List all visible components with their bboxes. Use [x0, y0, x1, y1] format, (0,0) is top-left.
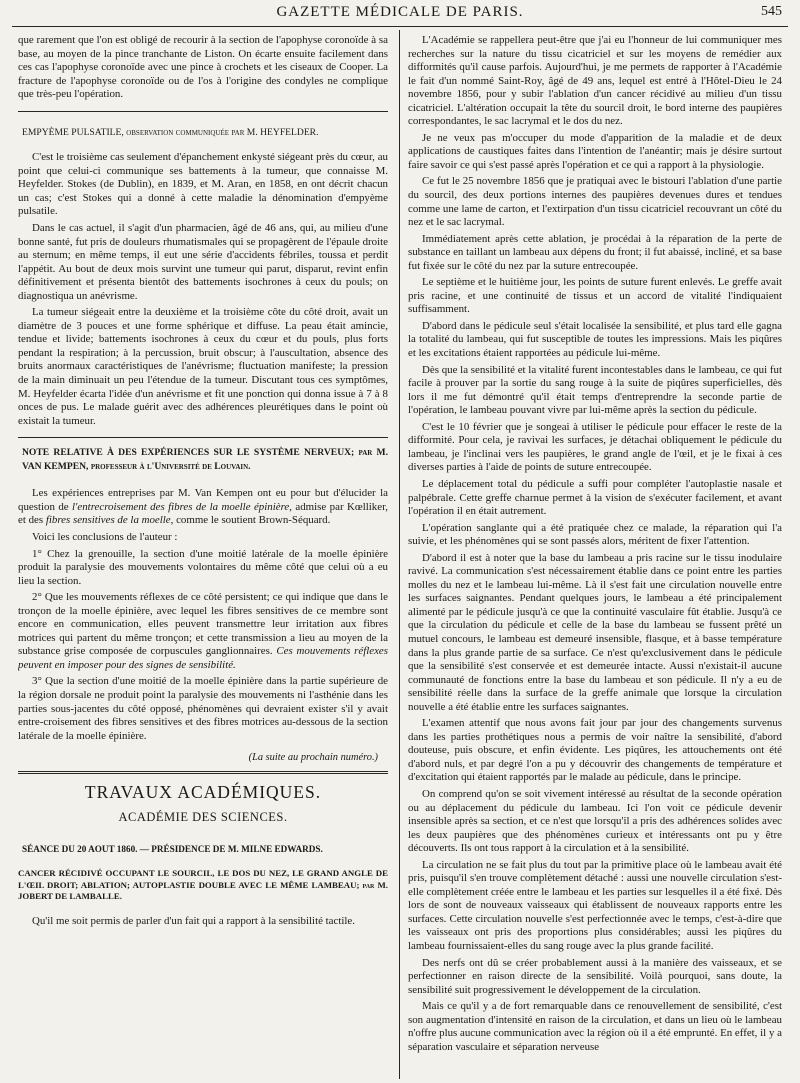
section-title-empyeme: EMPYÈME PULSATILE, observation communiquée par M. HEYFELDER.: [22, 126, 319, 138]
paragraph: Dès que la sensibilité et la vitalité furent incontestables dans le lambeau, ce qui fut facile à prouver par la sortie du sang rouge à la suite de piqûres superficielles, dès lors il me fut démontré qu'il était temps d'entreprendre la seconde partie de l'opération, le lambeau pouvant vivre par lui-même après la section du pédicule.: [408, 363, 782, 417]
paragraph: Dans le cas actuel, il s'agit d'un pharmacien, âgé de 46 ans, qui, au milieu d'une bonne santé, fut pris de douleurs rhumatismales qui se propagèrent de l'épaule droite au sternum; en même temps, il eut une série d'accidents fébriles, toussa et perdit l'appétit. Au bout de deux mois survint une tumeur qui parut, disparut, revint enfin définitivement et présenta bientôt des battements isochrones à ceux du pouls; on diagnostiqua un anévrisme.: [18, 222, 388, 302]
seance-heading: SÉANCE DU 20 AOUT 1860. — PRÉSIDENCE DE M. MILNE EDWARDS.: [22, 843, 323, 854]
paragraph: D'abord dans le pédicule seul s'était localisée la sensibilité, et plus tard elle gagna la totalité du lambeau, qui fut susceptible de toutes les impressions. Mais les piqûres et les excitations étaient rapportées au pédicule lui-même.: [408, 319, 782, 360]
section-rule: [18, 111, 388, 112]
right-column: [408, 34, 782, 1057]
paragraph: D'abord il est à noter que la base du lambeau a pris racine sur le tissu inodulaire ravivé. La communication s'est nécessairement établie dans ce point entre les parties molles du nez et le lambeau lui-même. Là il s'est fait une circulation nouvelle entre les surfaces saignantes. Pendant quelques jours, le lambeau a été principalement alimenté par le pédicule jusqu'à ce que la continuité vasculaire fût établie. Jusqu'à ce que la circulation du pédicule et celle de la base du lambeau se fussent prêté un mutuel concours, le lambeau est demeuré insensible, flasque, et à basse température dans la plus grande partie de sa surface. Ce n'est qu'exclusivement dans le pédicule que la sensibilité s'est conservée et est demeurée intacte. Aussi n'existait-il aucune communauté de fonctions entre la base du lambeau et son pédicule. Il n'y a eu de sensibilité réelle dans la surface de la greffe animale que lorsque la circulation nouvelle a été établie entre les surfaces saignantes.: [408, 551, 782, 713]
column-divider: [399, 30, 400, 1079]
paragraph: L'opération sanglante qui a été pratiquée chez ce malade, la réparation qui l'a suivie, et les phénomènes qui se sont passés alors, méritent de fixer l'attention.: [408, 521, 782, 548]
paragraph: Je ne veux pas m'occuper du mode d'apparition de la maladie et de deux applications de caustiques faites dans l'intention de l'anéantir; mais je désire surtout faire savoir ce qui s'est passé après l'opération et ce qui a rapport à la physiologie.: [408, 131, 782, 171]
paragraph: L'Académie se rappellera peut-être que j'ai eu l'honneur de lui communiquer mes recherches sur la nature du tissu cicatriciel et sur les moyens de remédier aux difformités qu'il cause parfois. Aujourd'hui, je me permets de rapporter à l'Académie le fait d'un nommé Saint-Roy, âgé de 49 ans, lequel est entré à l'Hôtel-Dieu le 24 novembre 1856, pour y subir l'ablation d'un cancer récidivé au milieu d'un tissu cicatriciel. L'altération occupait la tête du sourcil droit, le bord interne des paupières correspondantes, le sac lacrymal et le dos du nez.: [408, 34, 782, 128]
paragraph: La tumeur siégeait entre la deuxième et la troisième côte du côté droit, avait un diamètre de 3 pouces et une forme sphérique et diffuse. La peau était amincie, tendue et livide; battements isochrones à ceux du cœur et du pouls, plus forts pendant la respiration; à la percussion, bruit obscur; à l'auscultation, absence des bruits anormaux caractéristiques de l'anévrisme; fluctuation manifeste; la pression de la main diminuait un peu l'étendue de la tumeur. Discutant tous ces symptômes, M. Heyfelder écarta l'idée d'un anévrisme et fit une ponction qui donna issue à 7 à 8 onces de pus. Le malade guérit avec des adhérences pleurétiques dans le point où existait la tumeur.: [18, 306, 388, 427]
paragraph: 2° Que les mouvements réflexes de ce côté persistent; ce qui indique que dans le tronçon de la moelle épinière, avec lequel les fibres sensitives de ce membre sont encore en communication, elles peuvent transmettre leur irritation aux fibres motrices qui partent du même tronçon; et cette transmission a lieu au moyen de la substance grise composée de corpuscules ganglionnaires. Ces mouvements réflexes peuvent en imposer pour des signes de sensibilité.: [18, 591, 388, 671]
paragraph: Immédiatement après cette ablation, je procédai à la réparation de la perte de substance en taillant un lambeau aux dépens du front; il fut abaissé, incliné, et sa base fut fixée sur le côté du nez par la suture entrecoupée.: [408, 232, 782, 272]
running-head: [0, 4, 800, 26]
page-number: 545: [761, 4, 782, 19]
paragraph: Les expériences entreprises par M. Van Kempen ont eu pour but d'élucider la question de l'entrecroisement des fibres de la moelle épinière, admise par Kœlliker, et des fibres sensitives de la moelle, comme le soutient Brown-Séquard.: [18, 487, 388, 527]
paragraph: que rarement que l'on est obligé de recourir à la section de l'apophyse coronoïde à sa base, au moyen de la pince tranchante de Liston. On écarte ensuite facilement dans ces cas l'apophyse coronoïde avec une pince à crochets et les ciseaux de Cooper. La fracture de l'apophyse coronoïde ou de l'os à l'origine des condyles ne complique que très-peu l'opération.: [18, 34, 388, 101]
paragraph: 1° Chez la grenouille, la section d'une moitié latérale de la moelle épinière produit la paralysie des mouvements volontaires du même côté que celui où a eu lieu la section.: [18, 547, 388, 587]
paragraph: Mais ce qu'il y a de fort remarquable dans ce renouvellement de sensibilité, c'est son augmentation d'intensité en raison de la circulation, et dans un lieu où le lambeau n'offre plus aucune communication avec la région où il a été emprunté. En effet, il y a séparation vasculaire et séparation nerveuse: [408, 1000, 782, 1053]
paragraph: L'examen attentif que nous avons fait jour par jour des changements survenus dans les parties prothétiques nous a permis de voir naître la sensibilité, d'abord douteuse, puis obscure, et enfin évidente. Les piqûres, les attouchements ont été d'abord nuls, et par degré l'on a pu y découvrir des changements de température et d'excitation qui étaient rapportés par le malade au pédicule, dans le principe.: [408, 717, 782, 784]
paragraph: Ce fut le 25 novembre 1856 que je pratiquai avec le bistouri l'ablation d'une partie du sourcil, des deux portions internes des paupières devenues dures et tendues comme une lame de carton, et l'extirpation d'un tissu cicatriciel recouvrant un côté du nez et le sac lacrymal.: [408, 175, 782, 229]
academie-heading: ACADÉMIE DES SCIENCES.: [118, 810, 288, 825]
travaux-heading: TRAVAUX ACADÉMIQUES.: [84, 781, 322, 802]
left-column: [18, 34, 388, 931]
double-rule: [18, 771, 388, 774]
case-title: CANCER RÉCIDIVÉ OCCUPANT LE SOURCIL, LE DOS DU NEZ, LE GRAND ANGLE DE L'ŒIL DROIT; ABLATION; AUTOPLASTIE DOUBLE AVEC LE MÊME LAMBEAU; par M. JOBERT DE LAMBALLE.: [18, 868, 388, 902]
paragraph: La circulation ne se fait plus du tout par la primitive place où le lambeau avait été pris, puisqu'il s'en trouve complètement détaché : aussi une nouvelle circulation s'est-elle complètement créée entre le lambeau et les parties sur lesquelles il a été fixé. Dès lors de sont de nouveaux vaisseaux qui établissent de nouveaux rapports entre les surfaces. Cette circulation nouvelle s'est perfectionnée avec le temps, c'est-à-dire que les vaisseaux ont pris des proportions plus considérables; aussi les piqûres du lambeau fournissaient-elles du sang rouge avec la plus grande facilité.: [408, 858, 782, 952]
section-rule: [18, 437, 388, 438]
paragraph: On comprend qu'on se soit vivement intéressé au résultat de la seconde opération ou au déplacement du pédicule du lambeau. Ici l'on voit ce pédicule devenir insensible après sa section, et ce n'est que lorsqu'il a pris des adhérences solides avec les deux paupières que des phénomènes curieux et intéressants ont pu y être découverts. Ils ont tous rapport à la circulation et à la sensibilité.: [408, 787, 782, 855]
paragraph: 3° Que la section d'une moitié de la moelle épinière dans la partie supérieure de la région dorsale ne produit point la paralysie des mouvements ni l'asthénie dans les parties sous-jacentes du côté opposé, phénomènes qui devraient exister s'il y avait entre-croisement des fibres sensitives et des fibres motrices au-dessous de la section latérale de la moelle épinière.: [18, 675, 388, 742]
paragraph: Voici les conclusions de l'auteur :: [32, 530, 178, 543]
header-rule: [12, 26, 788, 27]
paragraph: Le déplacement total du pédicule a suffi pour compléter l'autoplastie nasale et palpébrale. Cette greffe charnue permet à la vision de s'exécuter facilement, et avant l'opération il en était autrement.: [408, 477, 782, 518]
paragraph: Qu'il me soit permis de parler d'un fait qui a rapport à la sensibilité tactile.: [32, 914, 355, 927]
paragraph: Des nerfs ont dû se créer probablement aussi à la manière des vaisseaux, et se perfectionner en raison directe de la sensibilité. Voilà pourquoi, sans doute, la sensibilité suit progressivement le développement de la circulation.: [408, 956, 782, 996]
journal-title: GAZETTE MÉDICALE DE PARIS.: [276, 4, 524, 20]
continued-note: (La suite au prochain numéro.): [248, 752, 378, 764]
section-title-note: NOTE RELATIVE À DES EXPÉRIENCES SUR LE SYSTÈME NERVEUX; par M. VAN KEMPEN, professeur à l'Université de Louvain.: [22, 447, 388, 472]
paragraph: C'est le 10 février que je songeai à utiliser le pédicule pour effacer le reste de la difformité. Pour cela, je ravivai les surfaces, je détachai obliquement le pédicule du lambeau, je l'inclinai vers les paupières, le grand angle de l'œil, et je le fixai à ces diverses parties à l'aide de points de suture entrecoupée.: [408, 420, 782, 474]
paragraph: C'est le troisième cas seulement d'épanchement enkysté siégeant près du cœur, au point que celui-ci communique ses battements à la tumeur, que connaisse M. Heyfelder. Stokes (de Dublin), en 1839, et M. Aran, en 1858, en ont décrit chacun un cas; c'est Stokes qui a donné à cette maladie la dénomination d'empyème pulsatile.: [18, 151, 388, 218]
paragraph: Le septième et le huitième jour, les points de suture furent enlevés. Le greffe avait pris racine, et une continuité de tissus et un accord de vitalité l'indiquaient suffisamment.: [408, 276, 782, 316]
